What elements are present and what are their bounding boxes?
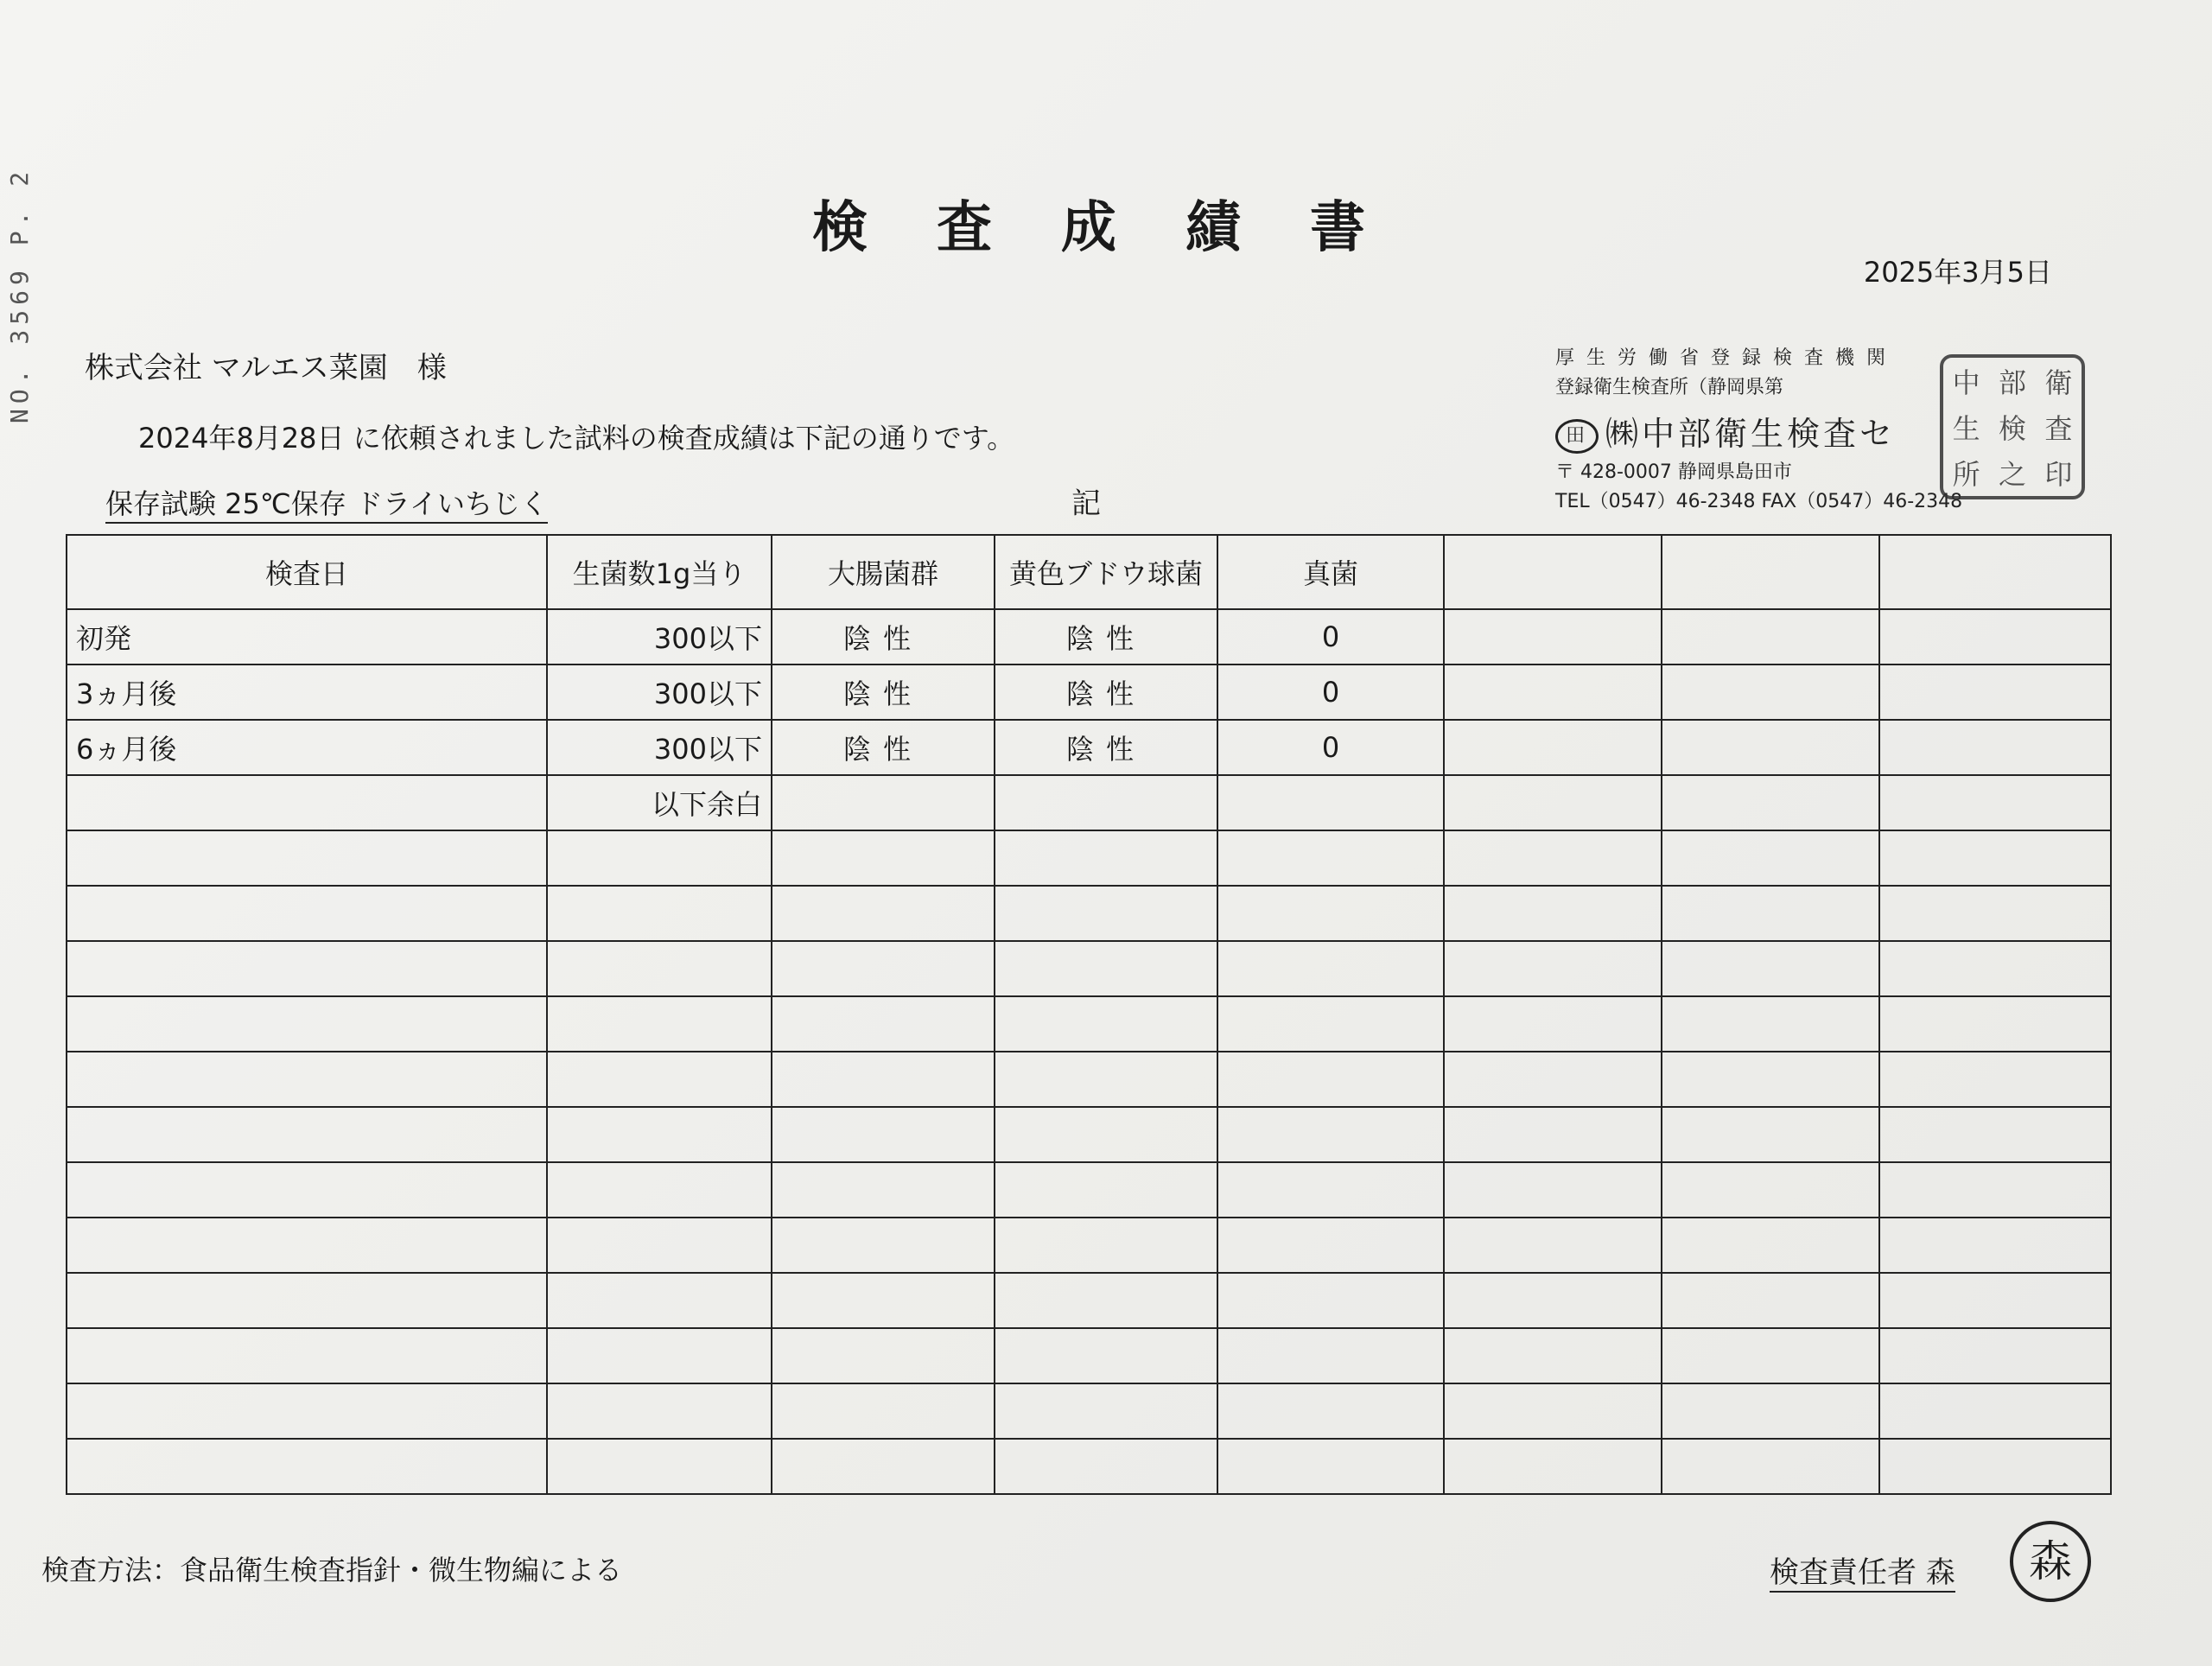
table-cell: [1444, 1383, 1662, 1439]
table-cell: [1662, 1107, 1879, 1162]
ki-mark: 記: [1071, 486, 1101, 521]
issuer-registration: 厚生労働省登録検査機関: [1555, 347, 1898, 369]
issuer-name-row: [1555, 410, 1962, 458]
empty-table-row: [67, 1052, 2111, 1107]
table-cell: 初発: [67, 609, 547, 664]
table-cell: [1879, 996, 2111, 1052]
table-cell: [67, 1107, 547, 1162]
issuer-block: [1555, 344, 1962, 517]
table-cell: [67, 1328, 547, 1383]
inspector-label: 検査責任者 森: [1770, 1548, 1955, 1593]
table-cell: [772, 830, 995, 886]
table-cell: [995, 1218, 1217, 1273]
empty-table-row: [67, 996, 2111, 1052]
table-cell: [1879, 830, 2111, 886]
table-cell: [1662, 996, 1879, 1052]
table-cell: [1662, 609, 1879, 664]
table-cell: [1879, 886, 2111, 941]
table-cell: [1444, 1218, 1662, 1273]
table-cell: [1444, 720, 1662, 775]
table-cell: [1879, 1273, 2111, 1328]
issuer-address: 〒 428-0007 静岡県島田市: [1555, 461, 1792, 483]
table-cell: [772, 941, 995, 996]
table-cell: [1444, 609, 1662, 664]
table-cell: [67, 1383, 547, 1439]
table-cell: [995, 1107, 1217, 1162]
table-cell: [1444, 941, 1662, 996]
table-cell: [995, 1052, 1217, 1107]
table-cell: [772, 886, 995, 941]
table-cell: [1217, 996, 1444, 1052]
empty-table-row: [67, 1218, 2111, 1273]
table-cell: [1879, 1218, 2111, 1273]
table-cell: [1662, 664, 1879, 720]
table-cell: [1879, 1052, 2111, 1107]
table-cell: [67, 830, 547, 886]
table-cell: [995, 830, 1217, 886]
table-cell: [67, 1439, 547, 1494]
table-cell: [772, 1439, 995, 1494]
table-row: [67, 775, 2111, 830]
table-cell: 0: [1217, 720, 1444, 775]
intro-text: 2024年8月28日 に依頼されました試料の検査成績は下記の通りです。: [138, 422, 1015, 455]
issuer-lab-registration: 登録衛生検査所（静岡県第: [1555, 377, 1784, 398]
table-cell: [995, 1162, 1217, 1218]
empty-table-row: [67, 1328, 2111, 1383]
table-cell: [547, 1328, 772, 1383]
table-cell: [1662, 886, 1879, 941]
column-header: [1444, 535, 1662, 609]
empty-table-row: [67, 1107, 2111, 1162]
table-cell: [1879, 1383, 2111, 1439]
table-cell: [1444, 886, 1662, 941]
test-method: 検査方法：食品衛生検査指針・微生物編による: [41, 1554, 623, 1587]
table-cell: [1662, 1383, 1879, 1439]
table-cell: [1879, 941, 2111, 996]
table-cell: 陰性: [995, 720, 1217, 775]
table-header-row: [67, 535, 2111, 609]
empty-table-row: [67, 941, 2111, 996]
table-cell: [1444, 1162, 1662, 1218]
table-cell: [1217, 830, 1444, 886]
table-cell: [1662, 775, 1879, 830]
client-name: 株式会社 マルエス菜園 様: [85, 351, 447, 385]
table-cell: [1662, 1273, 1879, 1328]
table-cell: 300以下: [547, 664, 772, 720]
table-cell: [1444, 1273, 1662, 1328]
empty-table-row: [67, 1273, 2111, 1328]
empty-table-row: [67, 1162, 2111, 1218]
table-cell: [1217, 886, 1444, 941]
table-cell: [1217, 1218, 1444, 1273]
table-cell: [67, 1273, 547, 1328]
table-cell: [772, 1052, 995, 1107]
column-header: 生菌数1g当り: [547, 535, 772, 609]
table-cell: [772, 1107, 995, 1162]
table-cell: [1444, 1439, 1662, 1494]
document-title: 検査成績書: [812, 195, 1434, 260]
table-cell: [1444, 775, 1662, 830]
table-cell: [772, 1218, 995, 1273]
table-cell: [772, 1162, 995, 1218]
table-cell: 300以下: [547, 720, 772, 775]
table-cell: [1879, 664, 2111, 720]
table-cell: [547, 830, 772, 886]
table-cell: 0: [1217, 609, 1444, 664]
table-cell: [1879, 1107, 2111, 1162]
table-cell: [995, 1273, 1217, 1328]
table-cell: [1444, 664, 1662, 720]
table-cell: 以下余白: [547, 775, 772, 830]
table-cell: [772, 1273, 995, 1328]
fax-page-label: NO. 3569 P. 2: [5, 166, 34, 423]
table-cell: [772, 996, 995, 1052]
table-cell: [1217, 1273, 1444, 1328]
table-row: [67, 664, 2111, 720]
table-cell: [1879, 609, 2111, 664]
empty-table-row: [67, 1383, 2111, 1439]
table-cell: [995, 775, 1217, 830]
table-cell: [1444, 1328, 1662, 1383]
table-cell: [995, 941, 1217, 996]
table-cell: [995, 1328, 1217, 1383]
table-cell: [547, 1107, 772, 1162]
column-header: 真菌: [1217, 535, 1444, 609]
table-cell: [1217, 941, 1444, 996]
table-cell: [1879, 1328, 2111, 1383]
table-cell: [1444, 1052, 1662, 1107]
table-cell: [1444, 1107, 1662, 1162]
table-cell: [1879, 1439, 2111, 1494]
table-cell: [67, 1218, 547, 1273]
table-cell: [1662, 1328, 1879, 1383]
results-table: [66, 534, 2112, 1495]
table-cell: [1662, 1162, 1879, 1218]
table-cell: [1662, 1052, 1879, 1107]
column-header: 黄色ブドウ球菌: [995, 535, 1217, 609]
company-logo-icon: 田: [1555, 419, 1599, 454]
column-header: 検査日: [67, 535, 547, 609]
table-cell: 陰性: [772, 720, 995, 775]
table-cell: [67, 1162, 547, 1218]
table-cell: [67, 996, 547, 1052]
table-cell: [1662, 1218, 1879, 1273]
table-row: [67, 609, 2111, 664]
empty-table-row: [67, 1439, 2111, 1494]
table-cell: [772, 1383, 995, 1439]
test-subject: 保存試験 25℃保存 ドライいちじく: [105, 482, 548, 524]
table-row: [67, 720, 2111, 775]
table-cell: [1879, 1162, 2111, 1218]
table-cell: [1217, 1383, 1444, 1439]
table-cell: [1217, 1052, 1444, 1107]
table-cell: 0: [1217, 664, 1444, 720]
empty-table-row: [67, 886, 2111, 941]
table-cell: [995, 886, 1217, 941]
table-cell: [1444, 996, 1662, 1052]
table-cell: [547, 1052, 772, 1107]
table-cell: [1217, 1162, 1444, 1218]
table-cell: [547, 996, 772, 1052]
table-cell: [547, 1439, 772, 1494]
table-cell: [1662, 941, 1879, 996]
table-cell: [547, 886, 772, 941]
table-cell: 陰性: [995, 609, 1217, 664]
table-cell: [1444, 830, 1662, 886]
table-cell: 陰性: [772, 664, 995, 720]
issuer-phone: TEL（0547）46-2348 FAX（0547）46-2348: [1555, 491, 1963, 512]
column-header: [1662, 535, 1879, 609]
company-seal-stamp: 中 部 衛 生 検 査 所 之 印: [1940, 354, 2085, 499]
table-cell: 陰性: [772, 609, 995, 664]
empty-table-row: [67, 830, 2111, 886]
table-cell: [1217, 1107, 1444, 1162]
table-cell: [772, 1328, 995, 1383]
table-cell: [67, 1052, 547, 1107]
table-cell: [1217, 1328, 1444, 1383]
table-cell: [547, 1383, 772, 1439]
table-cell: [547, 941, 772, 996]
column-header: [1879, 535, 2111, 609]
table-cell: [67, 886, 547, 941]
table-cell: [547, 1218, 772, 1273]
table-cell: [547, 1273, 772, 1328]
table-cell: [995, 996, 1217, 1052]
table-cell: [1217, 1439, 1444, 1494]
issue-date: 2025年3月5日: [1863, 256, 2052, 289]
table-cell: [772, 775, 995, 830]
table-cell: [1662, 830, 1879, 886]
table-cell: [67, 775, 547, 830]
table-cell: [1217, 775, 1444, 830]
table-cell: 300以下: [547, 609, 772, 664]
table-cell: [995, 1383, 1217, 1439]
table-cell: [1662, 1439, 1879, 1494]
table-cell: [547, 1162, 772, 1218]
issuer-name: ㈱中部衛生検査セ: [1605, 415, 1897, 453]
inspector-seal: 森: [2010, 1521, 2091, 1602]
table-cell: [67, 941, 547, 996]
table-cell: 6ヵ月後: [67, 720, 547, 775]
table-cell: [995, 1439, 1217, 1494]
column-header: 大腸菌群: [772, 535, 995, 609]
table-cell: [1879, 775, 2111, 830]
table-cell: [1879, 720, 2111, 775]
table-cell: 3ヵ月後: [67, 664, 547, 720]
table-cell: [1662, 720, 1879, 775]
table-cell: 陰性: [995, 664, 1217, 720]
